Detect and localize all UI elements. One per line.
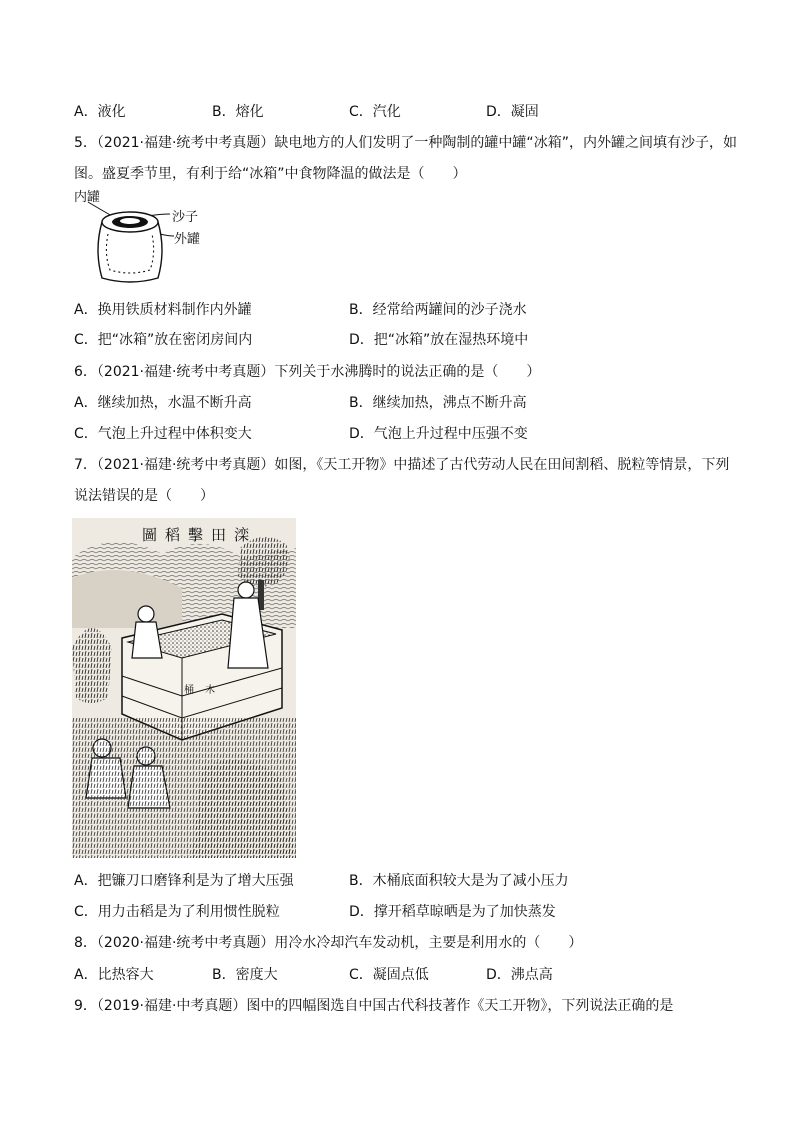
q7-option-b: B．木桶底面积较大是为了减小压力 [349, 873, 569, 889]
q7-stem-line1: 7．（2021·福建·统考中考真题）如图，《天工开物》中描述了古代劳动人民在田间割稻、脱粒等情景，下列 [74, 457, 730, 473]
q8-stem: 8．（2020·福建·统考中考真题）用冷水冷却汽车发动机，主要是利用水的（ ） [74, 935, 583, 951]
q6-option-b: B．继续加热，沸点不断升高 [349, 395, 527, 411]
q5-option-b: B．经常给两罐间的沙子浇水 [349, 302, 527, 318]
q4-option-c: C．汽化 [349, 104, 401, 120]
q9-stem: 9．（2019·福建·中考真题）图中的四幅图选自中国古代科技著作《天工开物》，下列说法正确的是 [74, 998, 674, 1014]
q7-option-c: C．用力击稻是为了利用惯性脱粒 [74, 904, 280, 920]
q5-label-sand: 沙子 [172, 210, 199, 225]
q5-option-a: A．换用铁质材料制作内外罐 [74, 302, 252, 318]
q5-label-inner-jar: 内罐 [74, 190, 101, 205]
q5-jar-figure [74, 186, 254, 286]
q4-option-a: A．液化 [74, 104, 126, 120]
q7-figure-title: 滦田擊稻圖 [142, 526, 258, 544]
q4-option-d: D．凝固 [486, 104, 539, 120]
q7-option-d: D．撑开稻草晾晒是为了加快蒸发 [349, 904, 556, 920]
q5-jar-drawing [74, 186, 254, 286]
q7-option-a: A．把镰刀口磨锋利是为了增大压强 [74, 873, 294, 889]
q7-stem-line2: 说法错误的是（ ） [74, 488, 214, 504]
q5-option-c: C．把“冰箱”放在密闭房间内 [74, 332, 253, 348]
q6-option-d: D．气泡上升过程中压强不变 [349, 426, 528, 442]
q8-option-c: C．凝固点低 [349, 967, 429, 983]
q5-stem-line1: 5．（2021·福建·统考中考真题）缺电地方的人们发明了一种陶制的罐中罐“冰箱”，内外罐之间填有沙子，如 [74, 135, 737, 151]
q7-woodblock-illustration [72, 518, 296, 858]
q7-bucket-label: 木 桶 [184, 685, 220, 696]
q5-label-outer-jar: 外罐 [174, 232, 201, 247]
q6-option-a: A．继续加热，水温不断升高 [74, 395, 252, 411]
q8-option-d: D．沸点高 [486, 967, 553, 983]
q5-option-d: D．把“冰箱”放在湿热环境中 [349, 332, 529, 348]
q4-option-b: B．熔化 [212, 104, 264, 120]
q6-stem: 6．（2021·福建·统考中考真题）下列关于水沸腾时的说法正确的是（ ） [74, 364, 541, 380]
q8-option-a: A．比热容大 [74, 967, 154, 983]
q6-option-c: C．气泡上升过程中体积变大 [74, 426, 252, 442]
q5-stem-line2: 图。盛夏季节里，有利于给“冰箱”中食物降温的做法是（ ） [74, 166, 467, 182]
q8-option-b: B．密度大 [212, 967, 278, 983]
